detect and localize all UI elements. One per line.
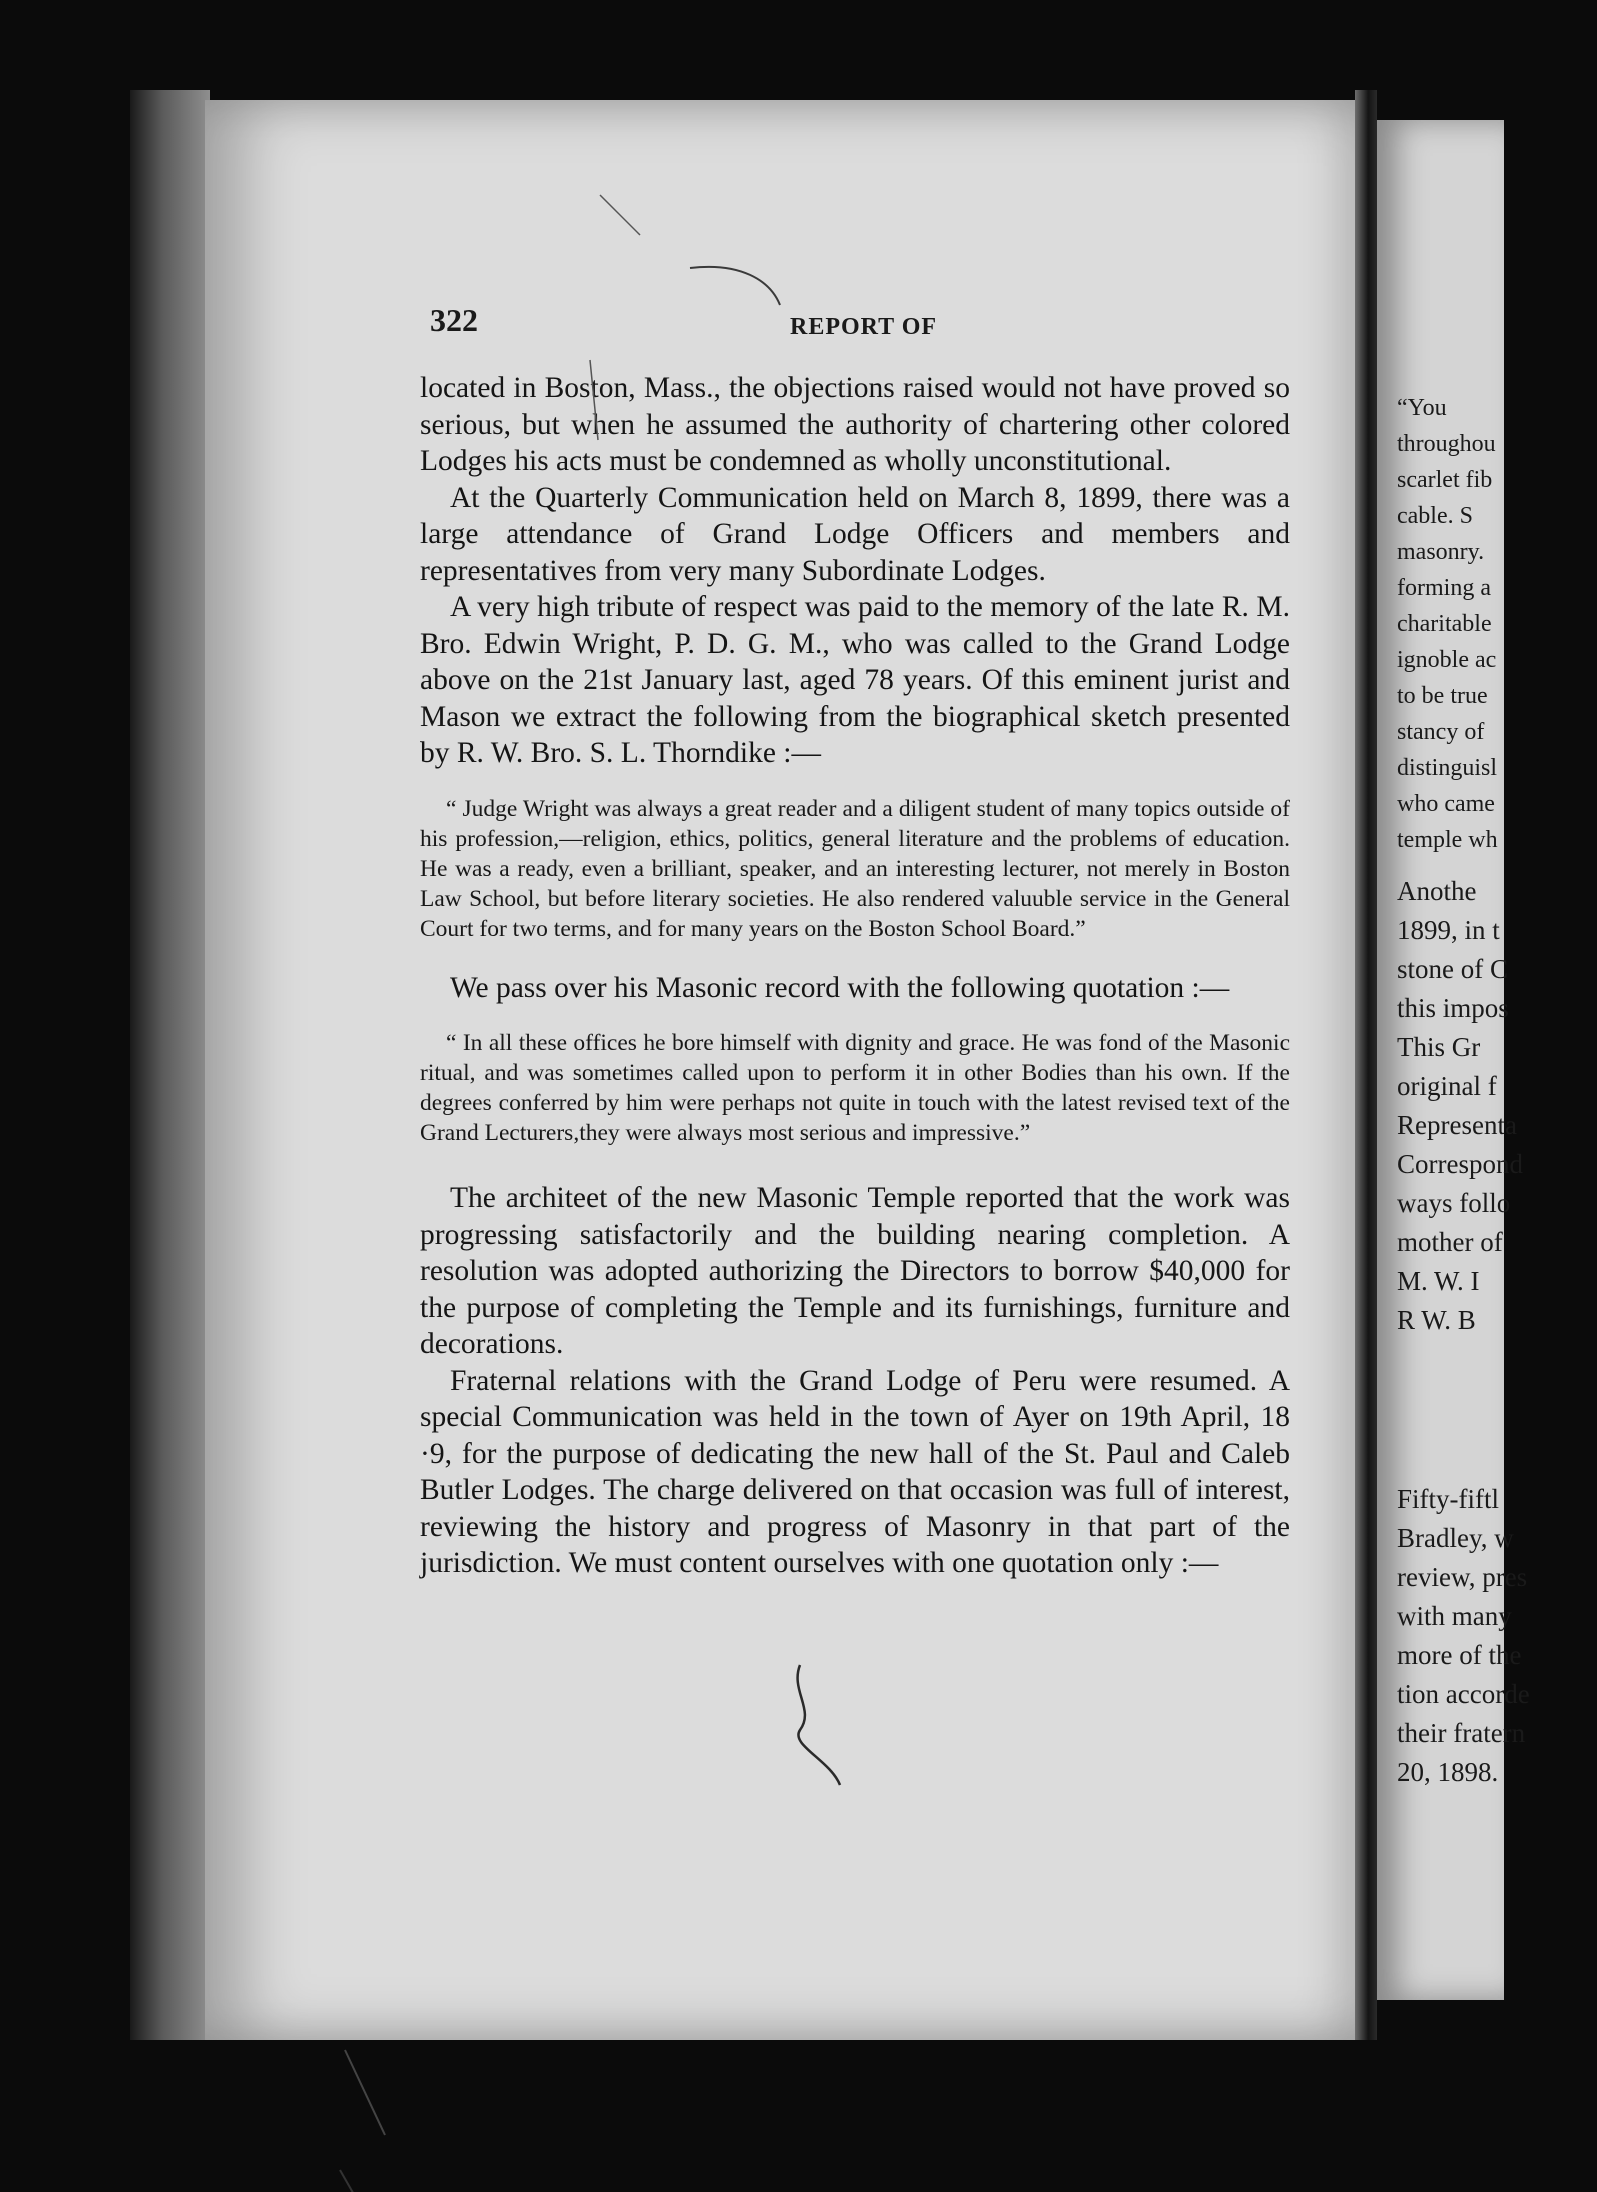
paragraph-6: Fraternal relations with the Grand Lodge of Peru were resumed. A special Communication was held in the town of Ayer on 19th April, 18 ·9, for the purpose of dedicating the new hall of the St. Paul and Caleb Butler Lodges. The charge delivered on that occasion was full of interest, reviewing the history and progress of Masonry in that part of the jurisdiction. We must content ourselves with one quotation only :—	[420, 1364, 1290, 1579]
adjacent-line: distinguisl	[1397, 755, 1498, 781]
adjacent-line: temple wh	[1397, 827, 1498, 853]
adjacent-line: ignoble ac	[1397, 647, 1497, 673]
adjacent-line: stone of C	[1397, 954, 1508, 984]
adjacent-line: Fifty-fiftl	[1397, 1484, 1499, 1514]
adjacent-line: “You	[1397, 395, 1447, 421]
adjacent-line: this impos	[1397, 993, 1509, 1023]
paragraph-4: We pass over his Masonic record with the following quotation :—	[450, 971, 1230, 1004]
page-number: 322	[430, 302, 478, 338]
paragraph-1: located in Boston, Mass., the objections raised would not have proved so serious, but when he assumed the authority of chartering other colored Lodges his acts must be condemned as wholly unconstitutional.	[420, 372, 1290, 477]
adjacent-line: charitable	[1397, 611, 1492, 637]
running-head: REPORT OF	[790, 314, 938, 340]
adjacent-line: ways follo	[1397, 1188, 1511, 1218]
adjacent-line: with many	[1397, 1601, 1512, 1631]
adjacent-line: masonry.	[1397, 539, 1485, 565]
adjacent-line: Anothe	[1397, 876, 1477, 906]
adjacent-line: Bradley, w	[1397, 1523, 1514, 1553]
quote-2-text: “ In all these offices he bore himself with dignity and grace. He was fond of the Masonic ritual, and was sometimes called upon to perform it in other Bodies than his own. If the degrees conferred by him were perhaps not quite in touch with the latest revised text of the Grand Lecturers,they were always most serious and impressive.”	[420, 1030, 1290, 1146]
adjacent-line: mother of	[1397, 1227, 1503, 1257]
adjacent-line: stancy of	[1397, 719, 1485, 745]
adjacent-line: review, pres	[1397, 1562, 1528, 1592]
adjacent-line: M. W. I	[1397, 1266, 1480, 1296]
adjacent-line: Representa	[1397, 1110, 1517, 1140]
adjacent-line: who came	[1397, 791, 1495, 817]
paragraph-3: A very high tribute of respect was paid to the memory of the late R. M. Bro. Edwin Wright, P. D. G. M., who was called to the Grand Lodge above on the 21st January last, aged 78 years. Of this eminent jurist and Mason we extract the following from the biographical sketch presented by R. W. Bro. S. L. Thorndike :—	[420, 591, 1290, 769]
adjacent-line: forming a	[1397, 575, 1491, 601]
paragraph-5: The architeet of the new Masonic Temple reported that the work was progressing satisfactorily and the building nearing completion. A resolution was adopted authorizing the Directors to borrow $40,000 for the purpose of completing the Temple and its furnishings, furniture and decorations.	[420, 1182, 1290, 1360]
adjacent-line: R W. B	[1397, 1305, 1476, 1335]
adjacent-line: Correspond	[1397, 1149, 1523, 1179]
adjacent-line: their fratern	[1397, 1718, 1526, 1748]
adjacent-line: cable. S	[1397, 503, 1473, 529]
adjacent-line: tion accorde	[1397, 1679, 1530, 1709]
adjacent-line: more of the	[1397, 1640, 1522, 1670]
adjacent-line: This Gr	[1397, 1032, 1481, 1062]
adjacent-line: to be true	[1397, 683, 1488, 709]
adjacent-line: scarlet fib	[1397, 467, 1493, 493]
quote-1-text: “ Judge Wright was always a great reader and a diligent student of many topics outside of his profession,—religion, ethics, politics, general literature and the problems of education. He was a ready, even a brilliant, speaker, and an interesting lecturer, not merely in Boston Law School, but before literary societies. He also rendered valuuble service in the General Court for two terms, and for many years on the Boston School Board.”	[420, 795, 1290, 942]
adjacent-line: 20, 1898.	[1397, 1757, 1499, 1787]
adjacent-line: 1899, in t	[1397, 915, 1500, 945]
adjacent-line: throughou	[1397, 431, 1496, 457]
adjacent-line: original f	[1397, 1071, 1497, 1101]
paragraph-2: At the Quarterly Communication held on March 8, 1899, there was a large attendance of Grand Lodge Officers and members and representatives from very many Subordinate Lodges.	[420, 481, 1290, 587]
